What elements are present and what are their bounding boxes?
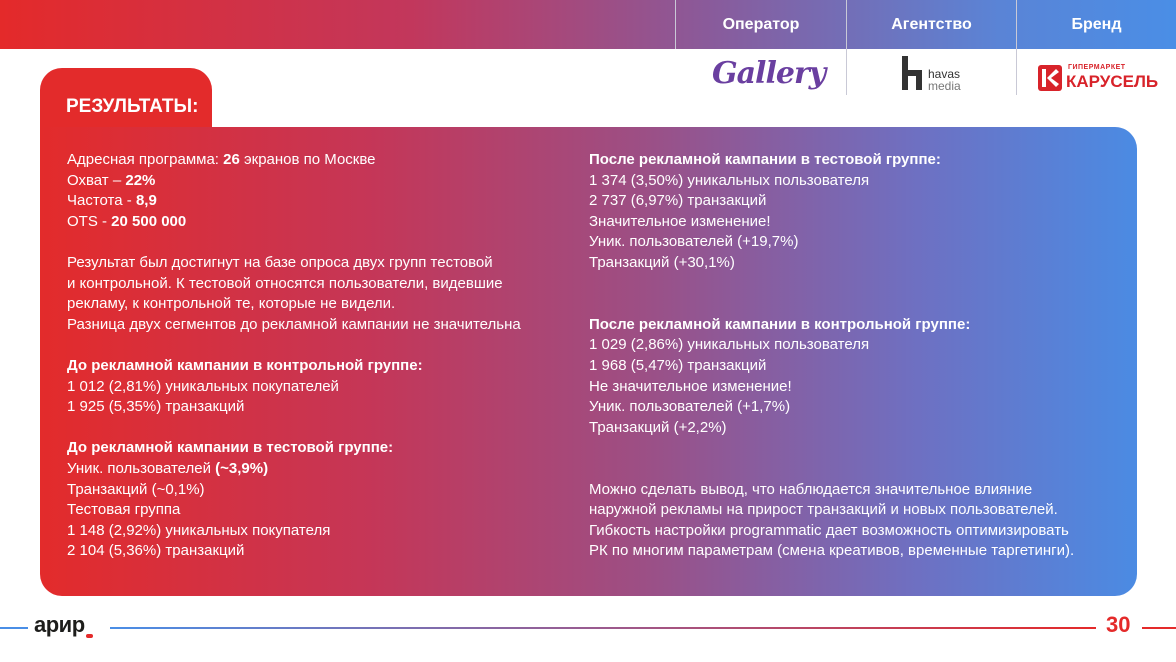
control-before-line: 1 012 (2,81%) уникальных покупателей [67, 377, 339, 395]
karusel-title: КАРУСЕЛЬ [1066, 72, 1159, 91]
control-after-line: 1 968 (5,47%) транзакций [589, 356, 767, 374]
program-line [67, 150, 521, 171]
footer-divider-right [1142, 627, 1176, 629]
ots-value: 20 500 000 [111, 212, 187, 230]
method-line: Разница двух сегментов до рекламной кампании не значительна [67, 315, 521, 333]
test-after-line: Значительное изменение! [589, 212, 771, 230]
conclusion-line: наружной рекламы на прирост транзакций и новых пользователей. [589, 501, 1058, 519]
arir-logo: арир [34, 612, 85, 637]
control-after-title: После рекламной кампании в контрольной группе: [589, 315, 971, 333]
havas-text: havas [928, 67, 961, 81]
control-before-line: 1 925 (5,35%) транзакций [67, 398, 245, 416]
uniq-users-line [67, 459, 521, 480]
karusel-logo [1038, 62, 1168, 92]
test-after-line: Транзакций (+30,1%) [589, 253, 735, 271]
program-value: 26 [223, 151, 240, 168]
reach-value: 22% [125, 171, 156, 189]
conclusion-line: РК по многим параметрам (смена креативов, временные таргетинги). [589, 542, 1075, 560]
program-label: Адресная программа: [67, 151, 224, 168]
test-after-title: После рекламной кампании в тестовой группе: [589, 151, 941, 168]
test-before-title: До рекламной кампании в тестовой группе: [67, 439, 394, 457]
frequency-label: Частота - [67, 192, 136, 210]
test-before-line: 1 148 (2,92%) уникальных покупателя [67, 521, 331, 539]
control-before-title: До рекламной кампании в контрольной группе: [67, 356, 423, 374]
havas-media-logo [900, 54, 990, 94]
header-operator: Оператор [722, 15, 800, 33]
page-number: 30 [1106, 612, 1131, 637]
control-after-line: 1 029 (2,86%) уникальных пользователя [589, 336, 870, 354]
karusel-subtitle: ГИПЕРМАРКЕТ [1068, 64, 1126, 71]
method-line: и контрольной. К тестовой относятся пользователи, видевшие [67, 274, 503, 292]
uniq-users-value: (~3,9%) [215, 459, 269, 477]
test-before-line: 2 104 (5,36%) транзакций [67, 542, 245, 560]
karusel-k-icon [1038, 65, 1062, 91]
method-line: Результат был достигнут на базе опроса двух групп тестовой [67, 253, 493, 271]
reach-line [67, 171, 521, 192]
reach-label: Охват – [67, 171, 126, 189]
right-column [589, 150, 1074, 562]
test-after-line: 2 737 (6,97%) транзакций [589, 192, 767, 210]
conclusion-line: Можно сделать вывод, что наблюдается значительное влияние [589, 480, 1033, 498]
footer-divider [110, 627, 1096, 629]
header-brand: Бренд [1071, 15, 1122, 33]
control-after-line: Транзакций (+2,2%) [589, 418, 727, 436]
test-after-line: Уник. пользователей (+19,7%) [589, 233, 799, 251]
frequency-value: 8,9 [135, 192, 157, 210]
control-after-line: Уник. пользователей (+1,7%) [589, 398, 791, 416]
footer-divider-left [0, 627, 28, 629]
test-after-line: 1 374 (3,50%) уникальных пользователя [589, 171, 870, 189]
arir-logo-accent [86, 634, 93, 638]
section-title: РЕЗУЛЬТАТЫ: [66, 96, 199, 117]
ots-label: OTS - [67, 212, 112, 230]
media-text: media [928, 79, 961, 93]
header-agency: Агентство [891, 15, 972, 33]
uniq-users-label: Уник. пользователей [67, 459, 216, 477]
program-suffix: экранов по Москве [239, 151, 376, 168]
frequency-line [67, 191, 521, 212]
test-before-line: Транзакций (~0,1%) [67, 480, 205, 498]
test-before-line: Тестовая группа [67, 501, 181, 519]
havas-mark-icon [902, 56, 924, 90]
gallery-logo: Gallery [712, 56, 826, 91]
method-line: рекламу, к контрольной те, которые не видели. [67, 295, 396, 313]
control-after-line: Не значительное изменение! [589, 377, 792, 395]
left-column [67, 150, 521, 562]
ots-line [67, 212, 521, 233]
conclusion-line: Гибкость настройки programmatic дает возможность оптимизировать [589, 521, 1069, 539]
